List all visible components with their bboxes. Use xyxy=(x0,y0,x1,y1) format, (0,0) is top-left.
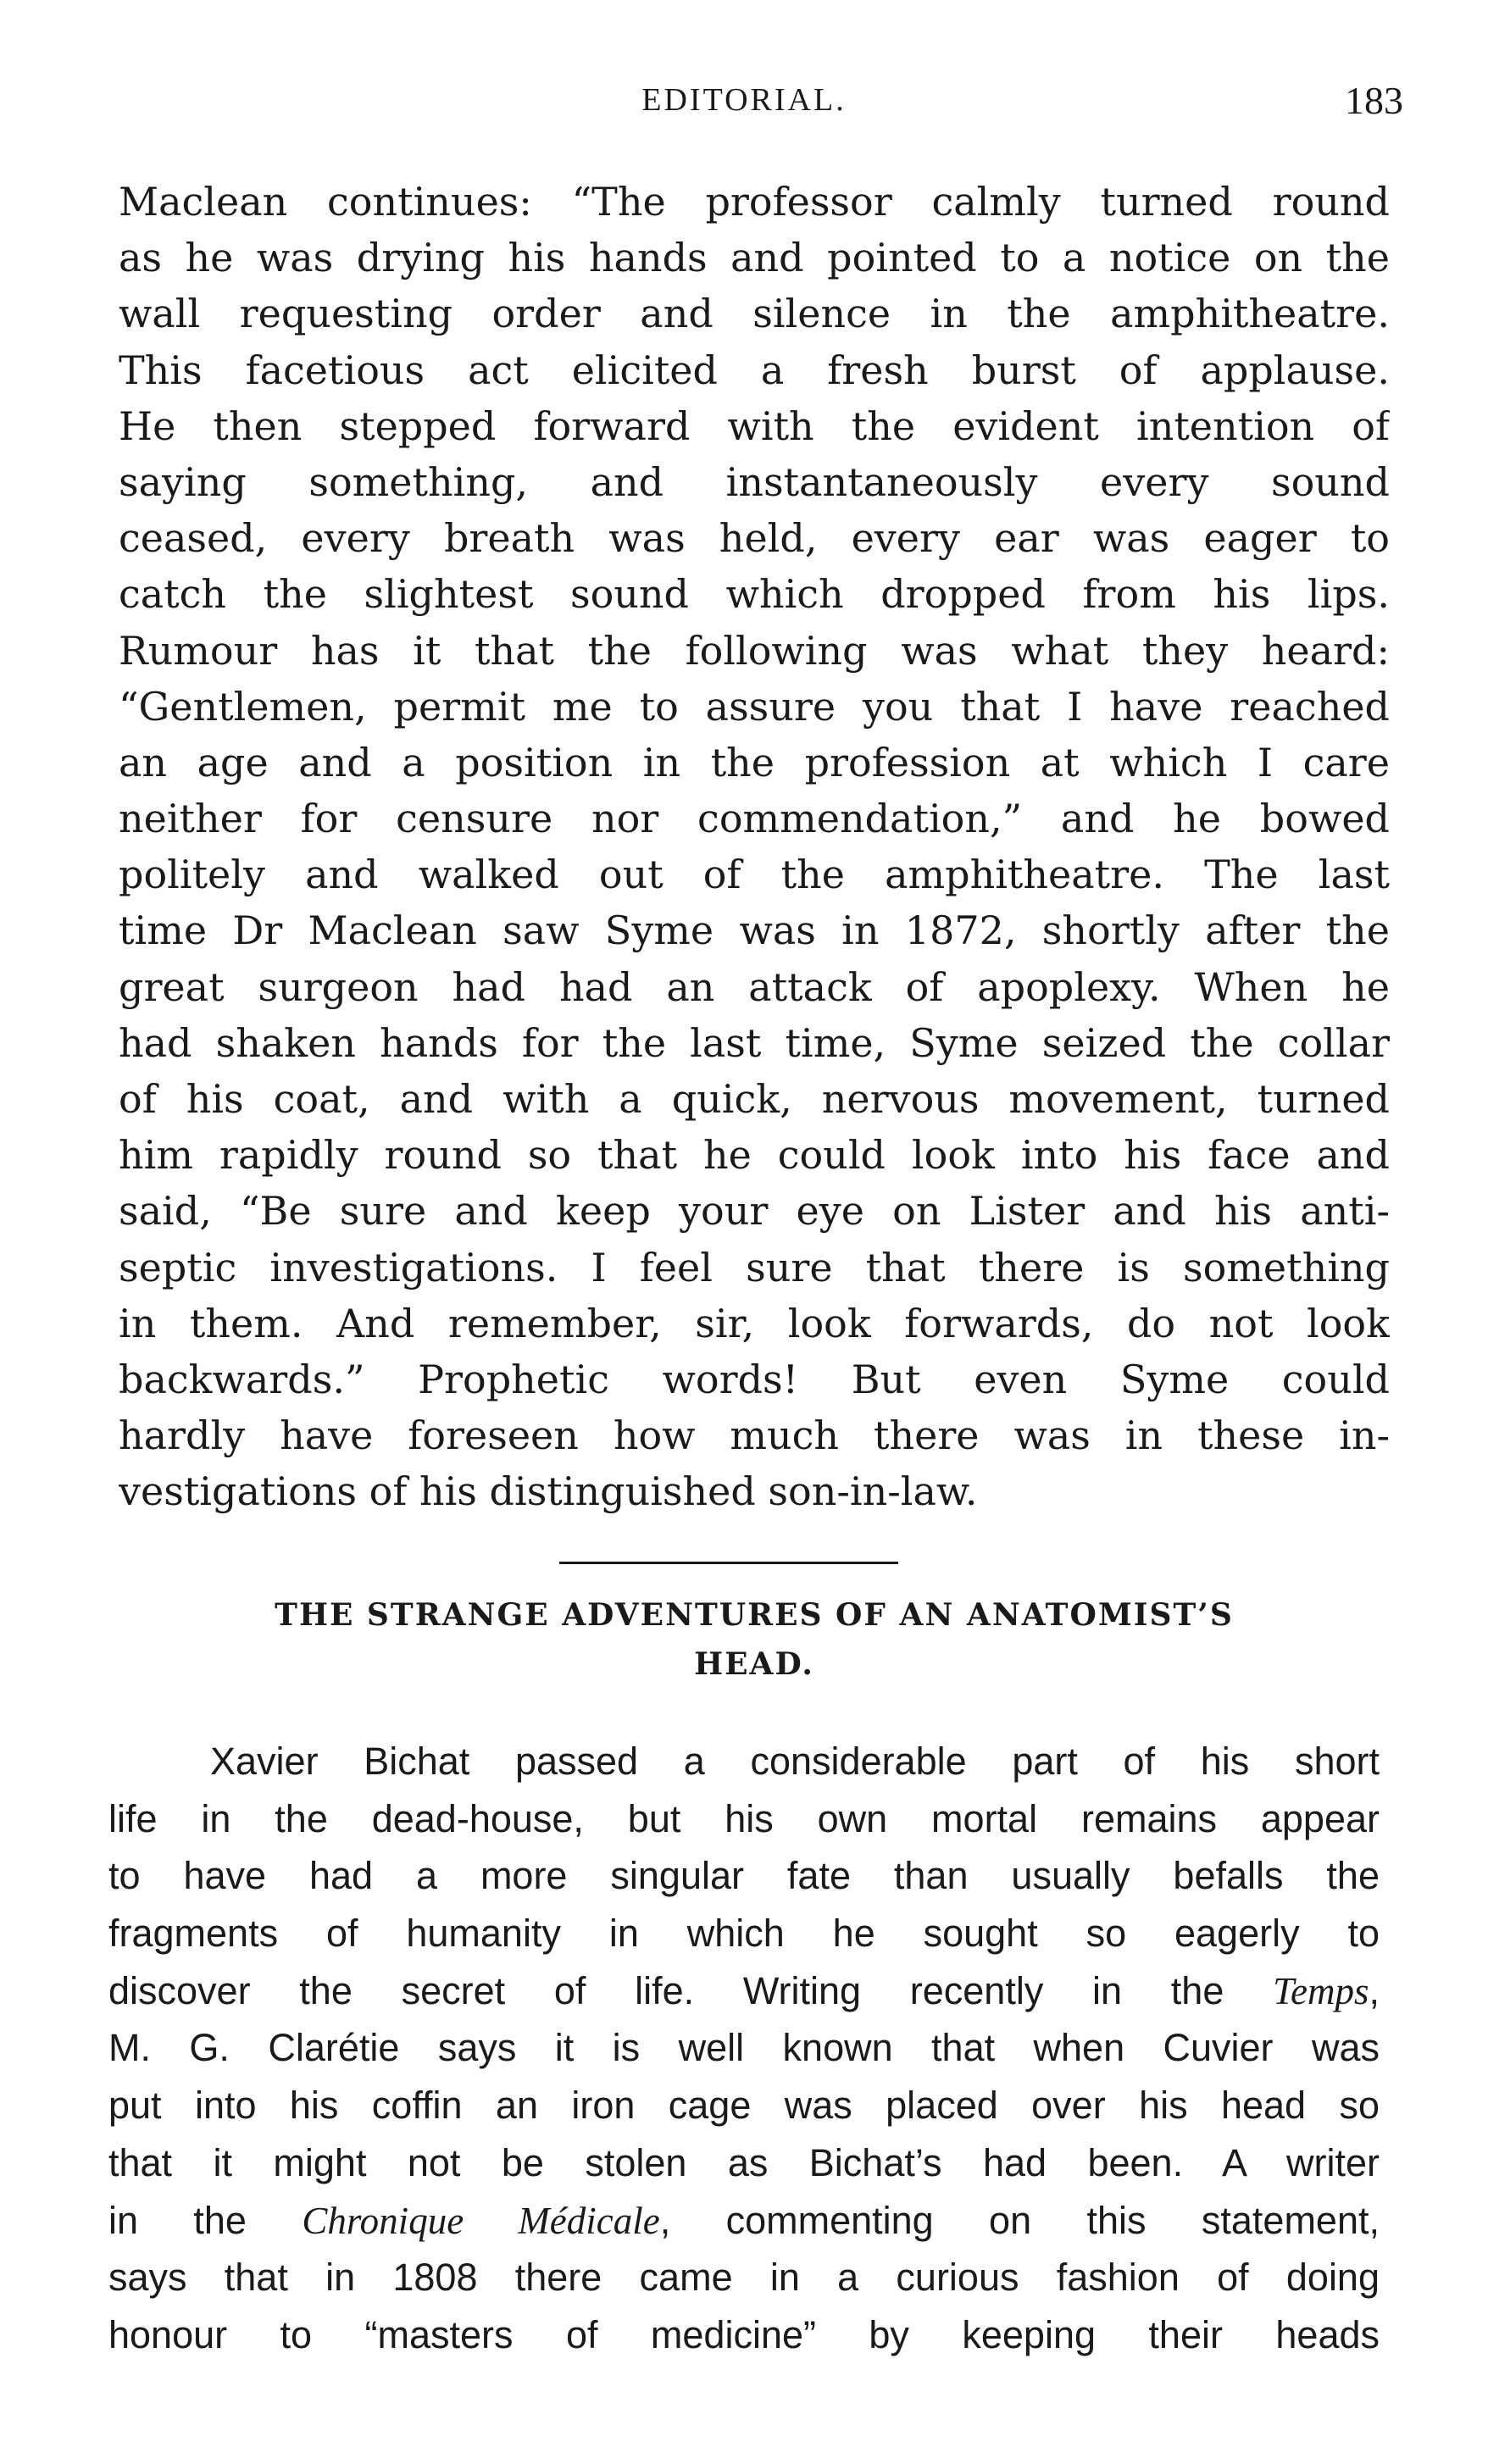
italic-title-chronique-medicale: Chronique Médicale xyxy=(302,2199,660,2242)
text-line: hardly have foreseen how much there was in these in- xyxy=(119,1412,1390,1459)
second-passage xyxy=(108,1733,1380,2364)
text-line: honour to “masters of medicine” by keeping their heads xyxy=(108,2312,1380,2356)
text-line: He then stepped forward with the evident intention of xyxy=(119,402,1390,449)
text-run: discover the secret of life. Writing recently in the xyxy=(108,1968,1274,2012)
text-line: M. G. Clarétie says it is well known that when Cuvier was xyxy=(108,2026,1380,2070)
text-line: says that in 1808 there came in a curious fashion of doing xyxy=(108,2256,1380,2300)
text-line: that it might not be stolen as Bichat’s had been. A writer xyxy=(108,2140,1380,2184)
text-line: saying something, and instantaneously every sound xyxy=(119,458,1390,505)
text-line: vestigations of his distinguished son-in-law. xyxy=(119,1468,978,1515)
text-line: septic investigations. I feel sure that there is something xyxy=(119,1244,1390,1290)
text-line: put into his coffin an iron cage was placed over his head so xyxy=(108,2084,1380,2128)
text-line xyxy=(108,1962,1380,2020)
text-line: fragments of humanity in which he sought so eagerly to xyxy=(108,1912,1380,1956)
italic-title-temps: Temps xyxy=(1273,1969,1369,2012)
section-divider xyxy=(559,1562,898,1564)
section-title: THE STRANGE ADVENTURES OF AN ANATOMIST’S xyxy=(275,1597,1234,1633)
text-line: of his coat, and with a quick, nervous movement, turned xyxy=(119,1076,1390,1122)
text-run: , xyxy=(1369,1968,1380,2012)
text-line: This facetious act elicited a fresh burst of applause. xyxy=(119,347,1390,393)
section-title-continued: HEAD. xyxy=(694,1646,814,1682)
text-line: life in the dead-house, but his own mortal remains appear xyxy=(108,1796,1380,1840)
text-line: ceased, every breath was held, every ear was eager to xyxy=(119,515,1390,562)
text-line: politely and walked out of the amphitheatre. The last xyxy=(119,852,1390,898)
running-head-title: EDITORIAL. xyxy=(641,82,847,118)
text-line: Maclean continues: “The professor calmly turned round xyxy=(119,179,1390,225)
text-line: had shaken hands for the last time, Syme seized the collar xyxy=(119,1019,1390,1066)
text-line: “Gentlemen, permit me to assure you that I have reached xyxy=(119,683,1390,730)
text-run: in the xyxy=(108,2198,303,2242)
text-line: him rapidly round so that he could look into his face and xyxy=(119,1132,1390,1179)
first-passage xyxy=(119,174,1390,1520)
text-line: wall requesting order and silence in the amphitheatre. xyxy=(119,291,1390,337)
text-line: neither for censure nor commendation,” and he bowed xyxy=(119,796,1390,842)
text-line: to have had a more singular fate than usually befalls the xyxy=(108,1854,1380,1898)
text-line: in them. And remember, sir, look forwards, do not look xyxy=(119,1300,1390,1346)
text-line: an age and a position in the profession at which I care xyxy=(119,739,1390,785)
text-line: said, “Be sure and keep your eye on Lister and his anti- xyxy=(119,1188,1390,1235)
text-line: catch the slightest sound which dropped from his lips. xyxy=(119,571,1390,618)
text-line: backwards.” Prophetic words! But even Syme could xyxy=(119,1356,1390,1402)
text-line: great surgeon had had an attack of apoplexy. When he xyxy=(119,963,1390,1010)
text-run: , commenting on this statement, xyxy=(659,2198,1380,2242)
text-line xyxy=(108,2192,1380,2250)
running-head xyxy=(0,81,1488,132)
text-line: Rumour has it that the following was what they heard: xyxy=(119,627,1390,674)
text-line: as he was drying his hands and pointed to a notice on the xyxy=(119,235,1390,281)
page-number: 183 xyxy=(1345,79,1403,122)
text-line: Xavier Bichat passed a considerable part of his short xyxy=(210,1740,1380,1783)
text-line: time Dr Maclean saw Syme was in 1872, shortly after the xyxy=(119,907,1390,954)
